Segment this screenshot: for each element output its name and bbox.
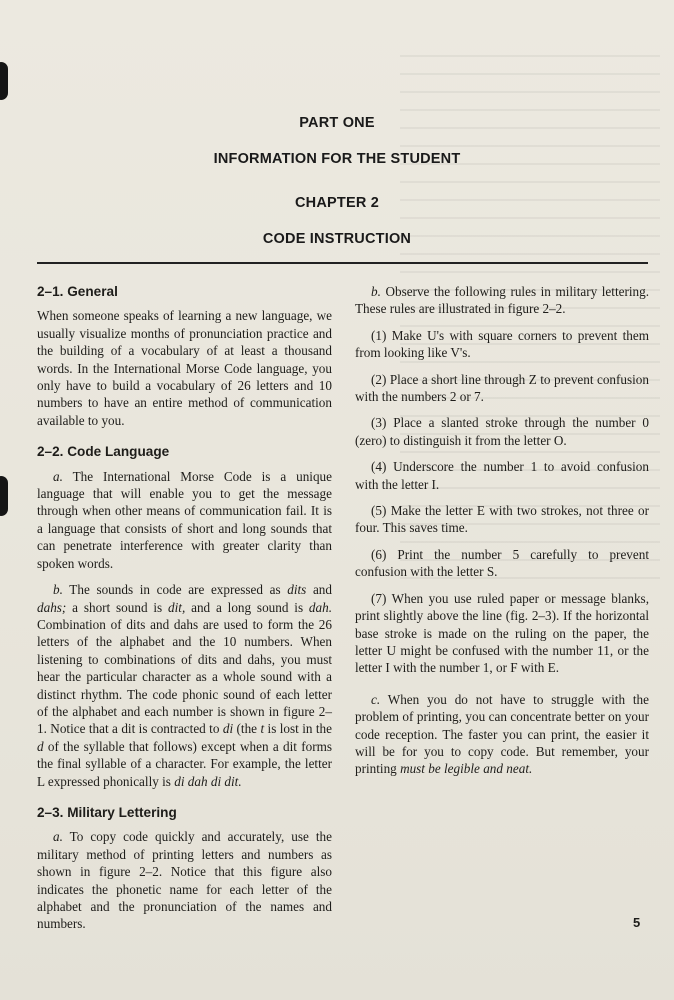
paragraph-2-3-c: c. When you do not have to struggle with the problem of printing, you can concentrate better on your code reception. The faster you can print, the easier it will be for you to copy code. But remember, your printing must be legible and neat.: [355, 691, 649, 777]
part-label: PART ONE: [299, 115, 375, 131]
para-label-c: c.: [371, 691, 381, 707]
rule-1: (1) Make U's with square corners to prevent them from looking like V's.: [355, 327, 649, 361]
rule-2: (2) Place a short line through Z to prevent confusion with the numbers 2 or 7.: [355, 371, 649, 405]
paragraph-2-2-b: b. The sounds in code are expressed as dits and dahs; a short sound is dit, and a long sound is dah. Combination of dits and dahs are used to form the 26 letters of the alphabet and the 10 numbers. When listening to combinations of dits and dahs, you must hear the particular character as a whole sound with a distinct rhythm. The code phonic sound of each letter of the alphabet and each number is shown in figure 2–1. Notice that a dit is contracted to di (the t is lost in the d of the syllable that follows) except when a dit forms the final syllable of a character. For example, the letter L expressed phonically is di dah di dit.: [37, 582, 332, 789]
left-column: [37, 283, 332, 933]
paragraph-2-2-a: a. The International Morse Code is a unique language that will enable you to get the message through when other means of communication fail. It is a language that consists of short and long sounds that can penetrate interference with greater clarity than spoken words.: [37, 468, 332, 571]
para-label-a: a.: [53, 468, 63, 484]
binder-hole-top: [0, 62, 8, 100]
section-heading-2-1: 2–1. General: [37, 284, 118, 299]
rule-5: (5) Make the letter E with two strokes, not three or four. This saves time.: [355, 503, 649, 536]
section-heading-2-2: 2–2. Code Language: [37, 444, 170, 460]
header-rule: [37, 262, 648, 264]
page-number: 5: [633, 915, 641, 930]
part-title: INFORMATION FOR THE STUDENT: [213, 151, 461, 167]
right-column: [355, 283, 649, 778]
binder-hole-bottom: [0, 476, 8, 516]
paragraph-general: When someone speaks of learning a new language, we usually visualize months of pronunciation practice and the building of a vocabulary of at least a thousand words. In the International Morse Code language, you only have to build a vocabulary of 26 letters and 10 numbers to have an entire method of communication available to you.: [37, 308, 332, 428]
section-heading-2-3: 2–3. Military Lettering: [37, 804, 177, 820]
para-label-b: b.: [371, 284, 381, 299]
paragraph-2-3-b: b. Observe the following rules in military lettering. These rules are illustrated in figure 2–2.: [355, 284, 649, 317]
chapter-title: CODE INSTRUCTION: [262, 231, 412, 247]
para-label-b: b.: [53, 582, 63, 598]
para-label-a: a.: [53, 829, 63, 845]
paragraph-2-3-a-start: a. To copy code quickly and accurately, use the military method of printing letters and numbers as shown in figure 2–2. Notice that this figure also indicates the phonetic name for each letter of the alphabet and the pronunciation of the names and numbers.: [37, 829, 332, 932]
rule-4: (4) Underscore the number 1 to avoid confusion with the letter I.: [355, 459, 649, 492]
rule-7: (7) When you use ruled paper or message blanks, print slightly above the line (fig. 2–3). If the horizontal base stroke is made on the ruling on the paper, the letter U might be confused with the number 11, or the letter I with the number 1, or F with E.: [355, 590, 649, 676]
rule-6: (6) Print the number 5 carefully to prevent confusion with the letter S.: [355, 546, 649, 580]
chapter-label: CHAPTER 2: [295, 195, 379, 211]
rule-3: (3) Place a slanted stroke through the number 0 (zero) to distinguish it from the letter O.: [355, 415, 649, 448]
